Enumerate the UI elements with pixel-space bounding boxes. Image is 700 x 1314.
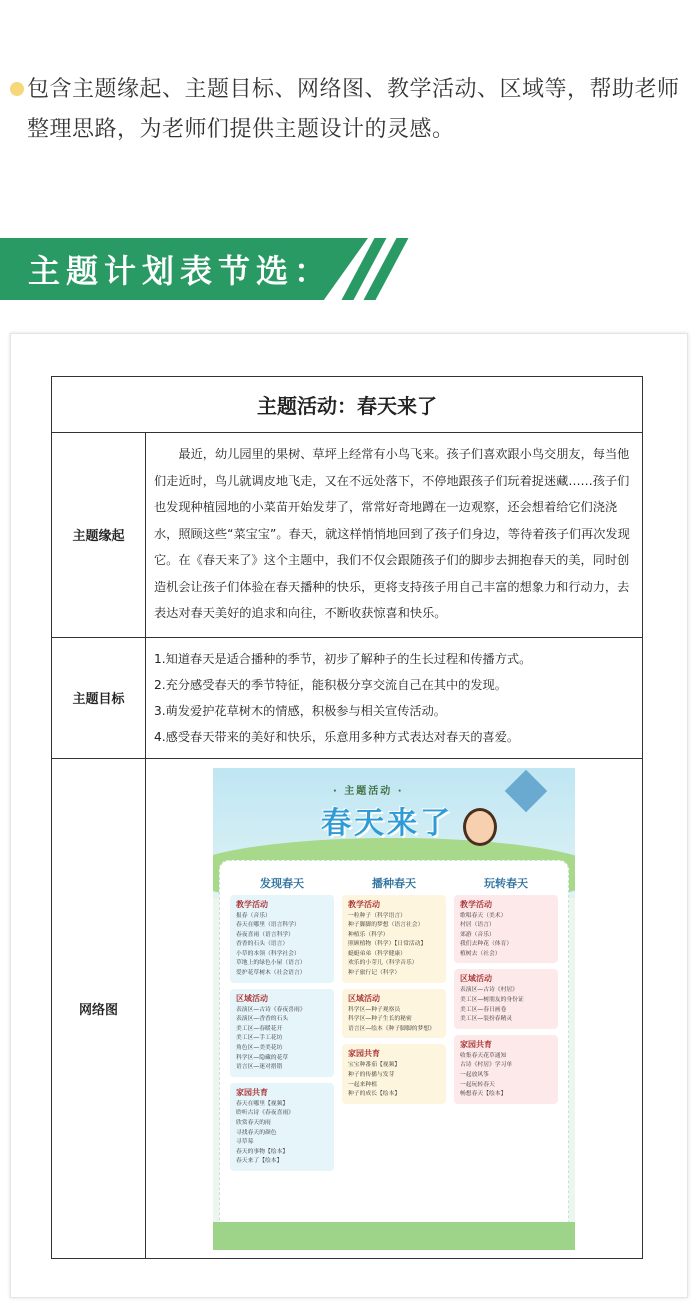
poster-item: 科学区—隐藏的花草 [236,1054,289,1061]
poster-section-heading: 区域活动 [460,974,492,984]
web-label: 网络图 [52,758,146,1258]
poster-item: 美工区—树朋友的身份证 [460,997,524,1004]
poster-section-heading: 教学活动 [348,899,380,909]
poster-item: 种子的传播与发芽 [348,1072,395,1079]
plan-table [51,376,643,1259]
poster-title: 春天来了 [321,805,453,841]
poster-item: 蜓蜓弟弟（科学健康） [348,950,406,957]
poster-item: 种子的成长【绘本】 [348,1091,401,1098]
goal-item: 2.充分感受春天的季节特征，能积极分享交流自己在其中的发现。 [154,677,507,692]
poster-item: 香香的石头（语言） [236,941,289,948]
child-icon [463,808,497,846]
poster-item: 美工区—手工花坊 [236,1035,283,1042]
section-banner [0,238,400,300]
poster-column [454,875,558,1110]
poster-item: 寻草莓 [236,1139,254,1146]
theme-poster [213,768,575,1250]
poster-section-heading: 家园共育 [236,1087,268,1097]
poster-subtitle: · 主题活动 · [333,785,404,797]
poster-item: 角色区—美美花坊 [236,1045,283,1052]
poster-section [342,1044,446,1103]
goal-item: 1.知道春天是适合播种的季节，初步了解种子的生长过程和传播方式。 [154,651,532,666]
origin-text: 最近，幼儿园里的果树、草坪上经常有小鸟飞来。孩子们喜欢跟小鸟交朋友，每当他们走近时，鸟儿就调皮地飞走，又在不远处落下，不停地跟孩子们玩着捉迷藏……孩子们也发现种植园地的小菜苗开始发芽了，常常好奇地蹲在一边观察，还会想着给它们浇浇水，照顾这些“菜宝宝”。春天，就这样悄悄地回到了孩子们身边，等待着孩子们再次发现它。在《春天来了》这个主题中，我们不仅会跟随孩子们的脚步去拥抱春天的美，同时创造机会让孩子们体验在春天播种的快乐，更将支持孩子用自己丰富的想象力和行动力，去表达对春天美好的追求和向往，不断收获惊喜和快乐。 [146,433,643,638]
poster-section [342,989,446,1039]
poster-item: 表演区—古诗《村居》 [460,987,518,994]
poster-item: 一起放风筝 [460,1072,489,1079]
poster-sheet [219,860,569,1230]
plan-card [10,333,688,1298]
poster-item: 表演区—香香的石头 [236,1016,289,1023]
poster-item: 春天在哪里【视频】 [236,1100,289,1107]
poster-item: 我们去种花（体育） [460,941,513,948]
poster-section [230,1083,334,1171]
poster-item: 春天在哪里（语言科学） [236,922,300,929]
poster-item: 村居（语言） [460,922,495,929]
poster-column-title: 玩转春天 [484,876,528,890]
poster-column-title: 播种春天 [372,876,416,890]
poster-item: 歌唱春天（美术） [460,912,507,919]
poster-section [230,895,334,983]
poster-section-heading: 家园共育 [348,1049,380,1059]
bullet-dot-icon [10,82,24,96]
poster-column [342,875,446,1110]
poster-item: 表演区—古诗《春夜喜雨》 [236,1006,306,1013]
poster-item: 春夜喜雨（语言科学） [236,931,294,938]
poster-item: 种子旅行记（科学） [348,970,401,977]
poster-item: 一粒种子（科学语言） [348,912,406,919]
web-diagram-cell [146,758,643,1258]
poster-item: 一起玩转春天 [460,1081,495,1088]
poster-item: 美工区—装扮春精灵 [460,1016,513,1023]
poster-item: 畅想春天【绘本】 [460,1091,507,1098]
poster-section-heading: 区域活动 [236,993,268,1003]
poster-section-heading: 区域活动 [348,993,380,1003]
poster-item: 古诗《村居》学习单 [460,1062,513,1069]
poster-section-heading: 教学活动 [460,899,492,909]
poster-item: 欢乐的小芽儿（科学音乐） [348,960,418,967]
poster-item: 美工区—春日画卷 [460,1006,507,1013]
poster-grass [213,1222,575,1250]
poster-item: 收集春天花草通知 [460,1052,507,1059]
poster-item: 语言区—绘本《种子脚脚的梦想》 [348,1025,435,1032]
poster-item: 种子脚脚的梦想（语言社会） [348,922,424,929]
intro-text: 包含主题缘起、主题目标、网络图、教学活动、区域等，帮助老师整理思路，为老师们提供主题设计的灵感。 [27,77,680,142]
poster-item: 爱护花草树木（社会语言） [236,970,306,977]
poster-item: 聆听古诗《春夜喜雨》 [236,1110,294,1117]
goal-item: 4.感受春天带来的美好和快乐，乐意用多种方式表达对春天的喜爱。 [154,729,520,744]
poster-item: 春天的事物【绘本】 [236,1148,289,1155]
poster-item: 照顾植物（科学）【日常活动】 [348,941,427,948]
poster-item: 美工区—春暖花开 [236,1025,283,1032]
poster-item: 报春（音乐） [236,912,271,919]
poster-section [230,989,334,1077]
goals-list [146,637,643,758]
poster-item: 欣赏春天的雨 [236,1120,271,1126]
poster-section [454,969,558,1028]
poster-section [454,1035,558,1104]
poster-column-title: 发现春天 [260,876,304,890]
goal-item: 3.萌发爱护花草树木的情感，积极参与相关宣传活动。 [154,703,446,718]
table-header: 主题活动：春天来了 [52,377,643,433]
poster-item: 寻找春天的颜色 [236,1129,277,1136]
poster-item: 一起来种植 [348,1081,377,1088]
poster-item: 科学区—种子观察员 [348,1006,401,1013]
poster-item: 宝宝种番茄【视频】 [348,1062,401,1069]
poster-item: 植树去（社会） [460,950,501,957]
poster-item: 种植乐（科学） [348,931,389,938]
origin-label: 主题缘起 [52,433,146,638]
poster-item: 语言区—迷对措错 [236,1064,283,1071]
goals-label: 主题目标 [52,637,146,758]
poster-item: 春天来了【绘本】 [236,1158,283,1165]
poster-section-heading: 教学活动 [236,899,268,909]
poster-column [230,875,334,1177]
intro-block [10,70,700,150]
poster-item: 郊游（音乐） [460,931,495,938]
poster-section [342,895,446,983]
poster-item: 草地上的绿色小屋（语言） [236,960,306,967]
poster-section [454,895,558,964]
poster-item: 小草的本领（科学社会） [236,950,300,957]
banner-title: 主题计划表节选： [28,252,333,290]
poster-section-heading: 家园共育 [460,1039,492,1049]
poster-item: 科学区—种子生长的秘密 [348,1016,412,1023]
